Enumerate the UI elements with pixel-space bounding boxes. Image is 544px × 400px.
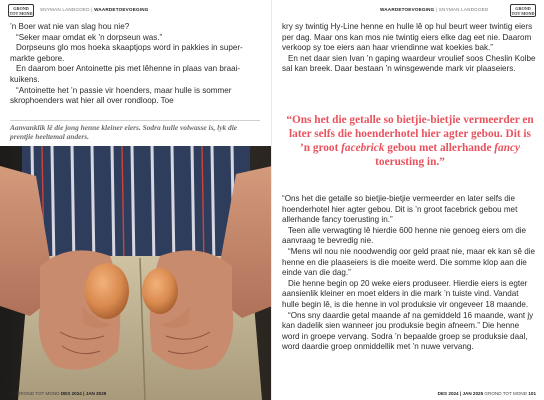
header-section: SNYMAN LANDGOED <box>40 7 90 12</box>
paragraph: “Seker maar omdat ek ’n dorpseun was.” <box>16 32 163 42</box>
footer-magazine: GROND TOT MOND <box>484 391 528 396</box>
paragraph: “Ons het die getalle so bietjie-bietjie vermeerder en later selfs die hoenderhotel hier agter gebou. Dit is ’n groot facebrick gebou met allerhande fancy toerusting in.” <box>282 194 518 225</box>
article-column-right-top <box>282 22 537 75</box>
page-header: WAARDETOEVOEGING | SNYMAN LANDGOED <box>380 7 489 12</box>
photo-hands-holding-eggs <box>0 146 272 400</box>
pull-quote-emphasis: facebrick <box>341 142 385 154</box>
header-section: SNYMAN LANDGOED <box>438 7 489 12</box>
pull-quote-text: gebou met allerhande <box>384 142 495 154</box>
magazine-logo: GROND TOT MOND <box>9 6 33 16</box>
paragraph: En net daar sien Ivan ’n gaping waardeur vroulief soos Cheslin Kolbe sal kan breek. Daar bestaan ’n winsgewende mark vir plaaseiers. <box>282 53 536 74</box>
paragraph: Teen alle verwagting lê hierdie 600 henne nie genoeg eiers om die aanvraag te bevredig nie. <box>282 225 527 246</box>
footer-issue: DES 2024 | JAN 2025 <box>437 391 484 396</box>
paragraph: “Ons sny daardie getal maande af na gemiddeld 16 maande, want jy kan dadelik sien wanneer jou produksie begin afneem.” Die henne word in groepe vervang. Sodra ’n bepaalde groep se produksie daal, word daardie groep onmiddellik met ’n nuwe vervang. <box>282 310 534 352</box>
pull-quote-text: toerusting in.” <box>375 156 445 168</box>
pull-quote <box>284 113 536 169</box>
paragraph: En daarom boer Antoinette pis met lêhenne in plaas van braai-kuikens. <box>10 64 241 84</box>
magazine-logo: GROND TOT MOND <box>511 6 535 16</box>
page-footer <box>8 391 106 396</box>
footer-issue: DES 2024 | JAN 2025 <box>60 391 107 396</box>
page-footer <box>438 391 536 396</box>
paragraph: “Mens wil nou nie noodwendig oor geld praat nie, maar ek kan sê die henne en die plaaseiers is die moeite werd. Die somme klop aan die einde van die dag.” <box>282 246 536 278</box>
pull-quote-emphasis: fancy <box>494 142 521 154</box>
article-column-left <box>10 22 265 107</box>
page-number: 101 <box>528 391 536 396</box>
paragraph: “Antoinette het ’n passie vir hoenders, maar hulle is sommer skrophoenders wat hier all over rondloop. Toe <box>10 85 232 106</box>
article-column-right-bottom <box>282 194 537 353</box>
photo-caption: Aanvanklik lê die jong henne kleiner eiers. Sodra hulle volwasse is, lyk die prentjie heeltemal anders. <box>10 120 260 141</box>
right-page <box>272 0 544 400</box>
paragraph: Die henne begin op 20 weke eiers produseer. Hierdie eiers is egter aansienlik kleiner en moet elders in die mark ’n tuiste vind. Vandat hulle begin lê, is die henne in vol produksie vir ongeveer 18 maande. <box>282 278 529 309</box>
pull-quote-text: “Ons het die getalle so bietjie-bietjie vermeerder en later selfs die hoenderhotel hier agter gebou. Dit is ’n groot <box>286 114 534 154</box>
paragraph: Dorpseuns glo mos hoeka skaaptjops word in pakkies in super-markte gebore. <box>10 43 243 63</box>
page-number: 100 <box>8 391 16 396</box>
header-category: WAARDETOEVOEGING <box>380 7 435 12</box>
paragraph: ’n Boer wat nie van slag hou nie? <box>10 22 130 31</box>
page-header: SNYMAN LANDGOED | WAARDETOEVOEGING <box>40 7 149 12</box>
header-category: WAARDETOEVOEGING <box>94 7 149 12</box>
paragraph: kry sy twintig Hy-Line henne en hulle lê op hul beurt weer twintig eiers per dag. Maar ons kan mos nie twintig eiers elke dag eet nie. Daarom verkoop sy toe eiers aan haar vriendinne wat koekies bak.” <box>282 22 533 53</box>
footer-magazine: GROND TOT MOND <box>16 391 60 396</box>
